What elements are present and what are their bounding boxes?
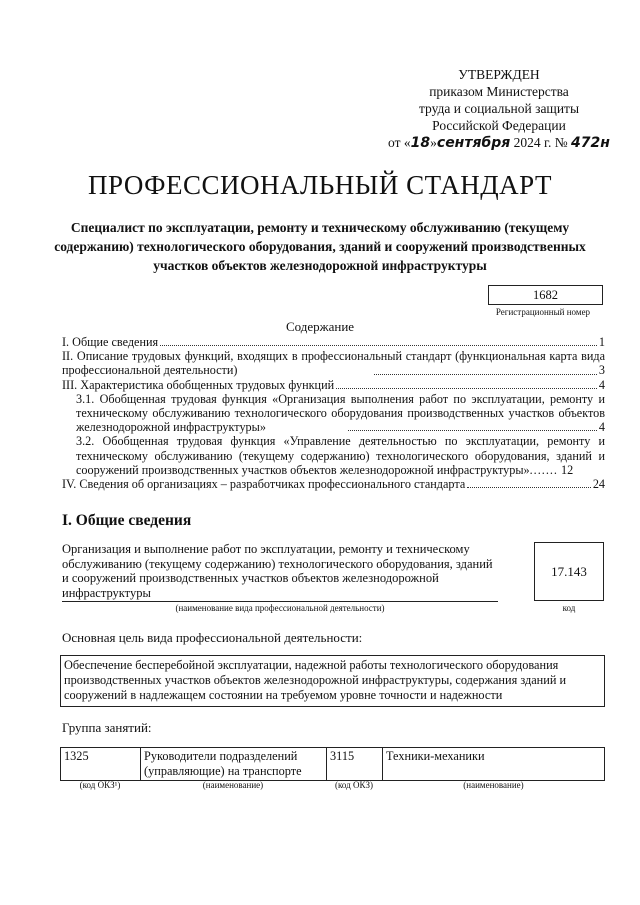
- approval-stamp: [384, 66, 614, 152]
- registration-number: 1682: [488, 285, 603, 305]
- goal-label: Основная цель вида профессиональной деятельности:: [62, 630, 363, 645]
- toc-item[interactable]: III. Характеристика обобщенных трудовых функций 4: [62, 377, 605, 392]
- activity-name: Организация и выполнение работ по эксплуатации, ремонту и техническому обслуживанию (текущему содержанию) технологического оборудования, зданий и сооружений производственных участков объектов железнодорожной инфраструктуры: [62, 542, 493, 600]
- activity-underline: [62, 601, 498, 602]
- approval-line-2: приказом Министерства: [429, 84, 569, 99]
- approval-day: 18: [410, 135, 431, 151]
- occupation-name-cell: Техники-механики: [383, 748, 605, 781]
- occupation-captions: (код ОКЗ¹) (наименование) (код ОКЗ) (наименование): [79, 780, 524, 790]
- toc-item[interactable]: II. Описание трудовых функций, входящих в профессиональный стандарт (функциональная карта вида профессиональной деятельности): [62, 349, 605, 378]
- toc-item[interactable]: 3.2. Обобщенная трудовая функция «Управление деятельностью по эксплуатации, ремонту и техническому обслуживанию (текущему содержанию) технологического оборудования, зданий и сооружений производственных участков объектов железнодорожной инфраструктуры»....... 12: [76, 434, 605, 477]
- approval-number: 472н: [571, 135, 610, 151]
- document-title: ПРОФЕССИОНАЛЬНЫЙ СТАНДАРТ: [87, 170, 553, 200]
- approval-line-1: УТВЕРЖДЕН: [458, 67, 540, 82]
- occupation-name-cell: Руководители подразделений (управляющие) на транспорте: [141, 748, 327, 781]
- section-heading: I. Общие сведения: [62, 512, 192, 529]
- approval-date-line: от «18»сентября 2024 г. № 472н: [388, 135, 610, 151]
- registration-label: Регистрационный номер: [495, 307, 591, 317]
- approval-line-3: труда и социальной защиты: [418, 101, 580, 116]
- toc-item[interactable]: 3.1. Обобщенная трудовая функция «Организация выполнения работ по эксплуатации, ремонту и техническому обслуживанию технологического оборудования производственных участков объектов железнодорожной инфраструктуры»: [76, 391, 605, 435]
- approval-year: 2024 г. №: [513, 135, 568, 150]
- goal-text: Обеспечение бесперебойной эксплуатации, надежной работы технологического оборудования производственных участков объектов железнодорожной инфраструктуры, содержания зданий и сооружений в надлежащем состоянии на требуемом уровне точности и надежности: [60, 655, 605, 707]
- activity-caption: (наименование вида профессиональной деятельности): [175, 603, 385, 613]
- table-row: [61, 748, 605, 781]
- okz-code-cell: 1325: [61, 748, 141, 781]
- table-of-contents: I. Общие сведения 1 II. Описание трудовых функций, входящих в профессиональный стандарт (функциональная карта вида профессиональной деятельности) 3 III. Характеристика обобщенных трудовых функций 4 3.1. Обобщенная трудовая функция «Организация выполнения работ по эксплуатации, ремонту и техническому обслуживанию технологического оборудования производственных участков объектов железнодорожной инфраструктуры» 4 3.2. Обобщенная трудовая функция «Управление деятельностью по эксплуатации, ремонту и техническому обслуживанию (текущему содержанию) технологического оборудования, зданий и сооружений производственных участков объектов железнодорожной инфраструктуры»....... 12 IV. Сведения об организациях – разработчиках профессионального стандарта 24: [62, 335, 605, 492]
- occupation-table: [60, 747, 605, 781]
- approval-month: сентября: [436, 135, 511, 151]
- group-label: Группа занятий:: [62, 720, 152, 735]
- toc-title: Содержание: [285, 319, 355, 334]
- toc-item[interactable]: I. Общие сведения 1: [62, 335, 605, 349]
- okz-code-cell: 3115: [327, 748, 383, 781]
- approval-line-4: Российской Федерации: [432, 118, 566, 133]
- toc-item[interactable]: IV. Сведения об организациях – разработчиках профессионального стандарта 24: [62, 477, 605, 492]
- code-caption: код: [562, 603, 576, 613]
- activity-code: 17.143: [534, 542, 604, 601]
- document-subtitle: Специалист по эксплуатации, ремонту и техническому обслуживанию (текущему содержанию) технологического оборудования, зданий и сооружений производственных участков объектов железнодорожной инфраструктуры: [54, 220, 586, 273]
